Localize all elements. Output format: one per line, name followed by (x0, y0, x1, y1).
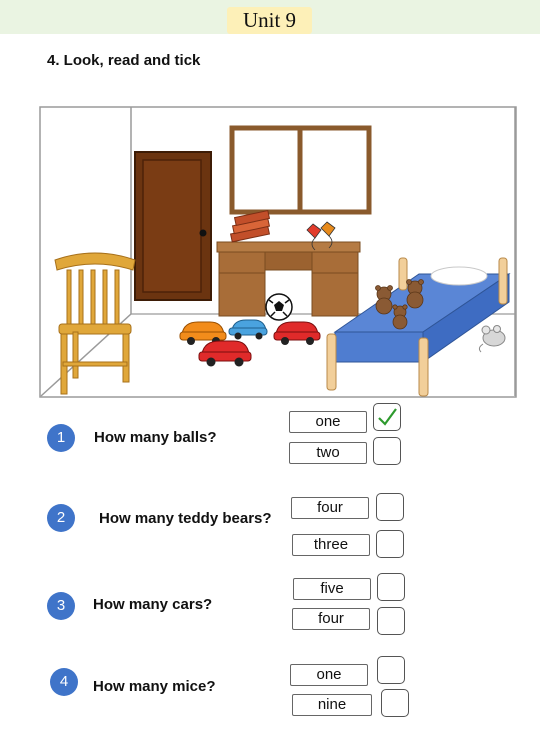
unit-label: Unit 9 (227, 7, 312, 34)
answer-option[interactable]: nine (292, 694, 372, 716)
tick-box[interactable] (377, 573, 405, 601)
tick-box[interactable] (373, 437, 401, 465)
tick-box[interactable] (376, 493, 404, 521)
instruction-text: 4. Look, read and tick (47, 52, 201, 69)
question-text: How many balls? (94, 429, 217, 446)
answer-option[interactable]: one (290, 664, 368, 686)
tick-box[interactable] (381, 689, 409, 717)
tick-box[interactable] (377, 656, 405, 684)
bedroom-illustration (39, 106, 517, 398)
tick-box[interactable] (373, 403, 401, 431)
question-text: How many mice? (93, 678, 216, 695)
answer-option[interactable]: five (293, 578, 371, 600)
door (135, 152, 211, 300)
check-mark-icon (374, 404, 400, 430)
answer-option[interactable]: four (292, 608, 370, 630)
window (232, 128, 369, 212)
answer-option[interactable]: four (291, 497, 369, 519)
answer-option[interactable]: two (289, 442, 367, 464)
football (266, 294, 292, 320)
question-number-badge: 2 (47, 504, 75, 532)
tick-box[interactable] (376, 530, 404, 558)
question-number-badge: 1 (47, 424, 75, 452)
answer-option[interactable]: three (292, 534, 370, 556)
teddy-bear-3 (393, 305, 407, 329)
question-number-badge: 3 (47, 592, 75, 620)
question-text: How many teddy bears? (99, 510, 272, 527)
question-number-badge: 4 (50, 668, 78, 696)
answer-option[interactable]: one (289, 411, 367, 433)
question-text: How many cars? (93, 596, 213, 613)
tick-box[interactable] (377, 607, 405, 635)
